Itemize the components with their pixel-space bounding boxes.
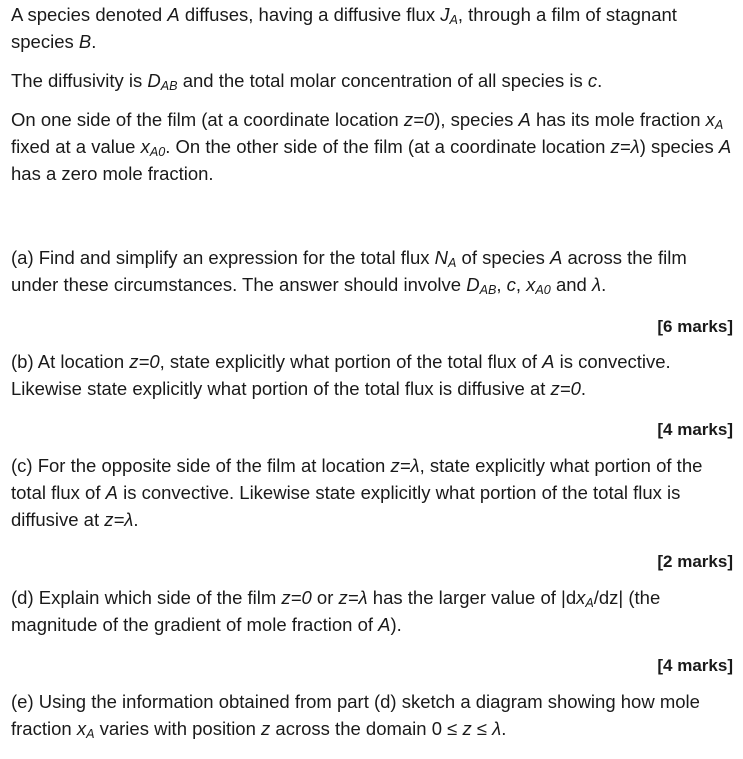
intro-paragraph-2: The diffusivity is $D_{AB}$ and the total molar concentration of all species is c. — [11, 70, 603, 94]
marks-part-a: [6 marks] — [657, 317, 733, 336]
intro-paragraph-1: A species denoted A diffuses, having a diffusive flux $J_A$, through a film of stagnant species B. — [11, 4, 677, 52]
question-part-c: (c) For the opposite side of the film at location z=λ, state explicitly what portion of the total flux of A is convective. Likewise state explicitly what portion of the total flux is diffusive at z=λ. — [11, 455, 703, 530]
question-part-e: (e) Using the information obtained from part (d) sketch a diagram showing how mole fraction $x_A$ varies with position z across the domain 0 ≤ z ≤ λ. — [11, 691, 700, 742]
question-part-a: (a) Find and simplify an expression for the total flux $N_A$ of species A across the film under these circumstances. The answer should involve $D_{AB}$, c, $x_{A0}$ and λ. — [11, 247, 687, 298]
question-part-d: (d) Explain which side of the film z=0 or z=λ has the larger value of $|dx_A/dz|$ (the magnitude of the gradient of mole fraction of A). — [11, 587, 661, 635]
marks-part-d: [4 marks] — [657, 656, 733, 675]
marks-part-c: [2 marks] — [657, 552, 733, 571]
marks-part-b: [4 marks] — [657, 420, 733, 439]
question-part-b: (b) At location z=0, state explicitly what portion of the total flux of A is convective. Likewise state explicitly what portion of the total flux is diffusive at z=0. — [11, 351, 671, 399]
intro-paragraph-3: On one side of the film (at a coordinate location z=0), species A has its mole fraction $x_A$ fixed at a value $x_{A0}$. On the other side of the film (at a coordinate location z=λ) species A has a zero mole fraction. — [11, 109, 732, 184]
